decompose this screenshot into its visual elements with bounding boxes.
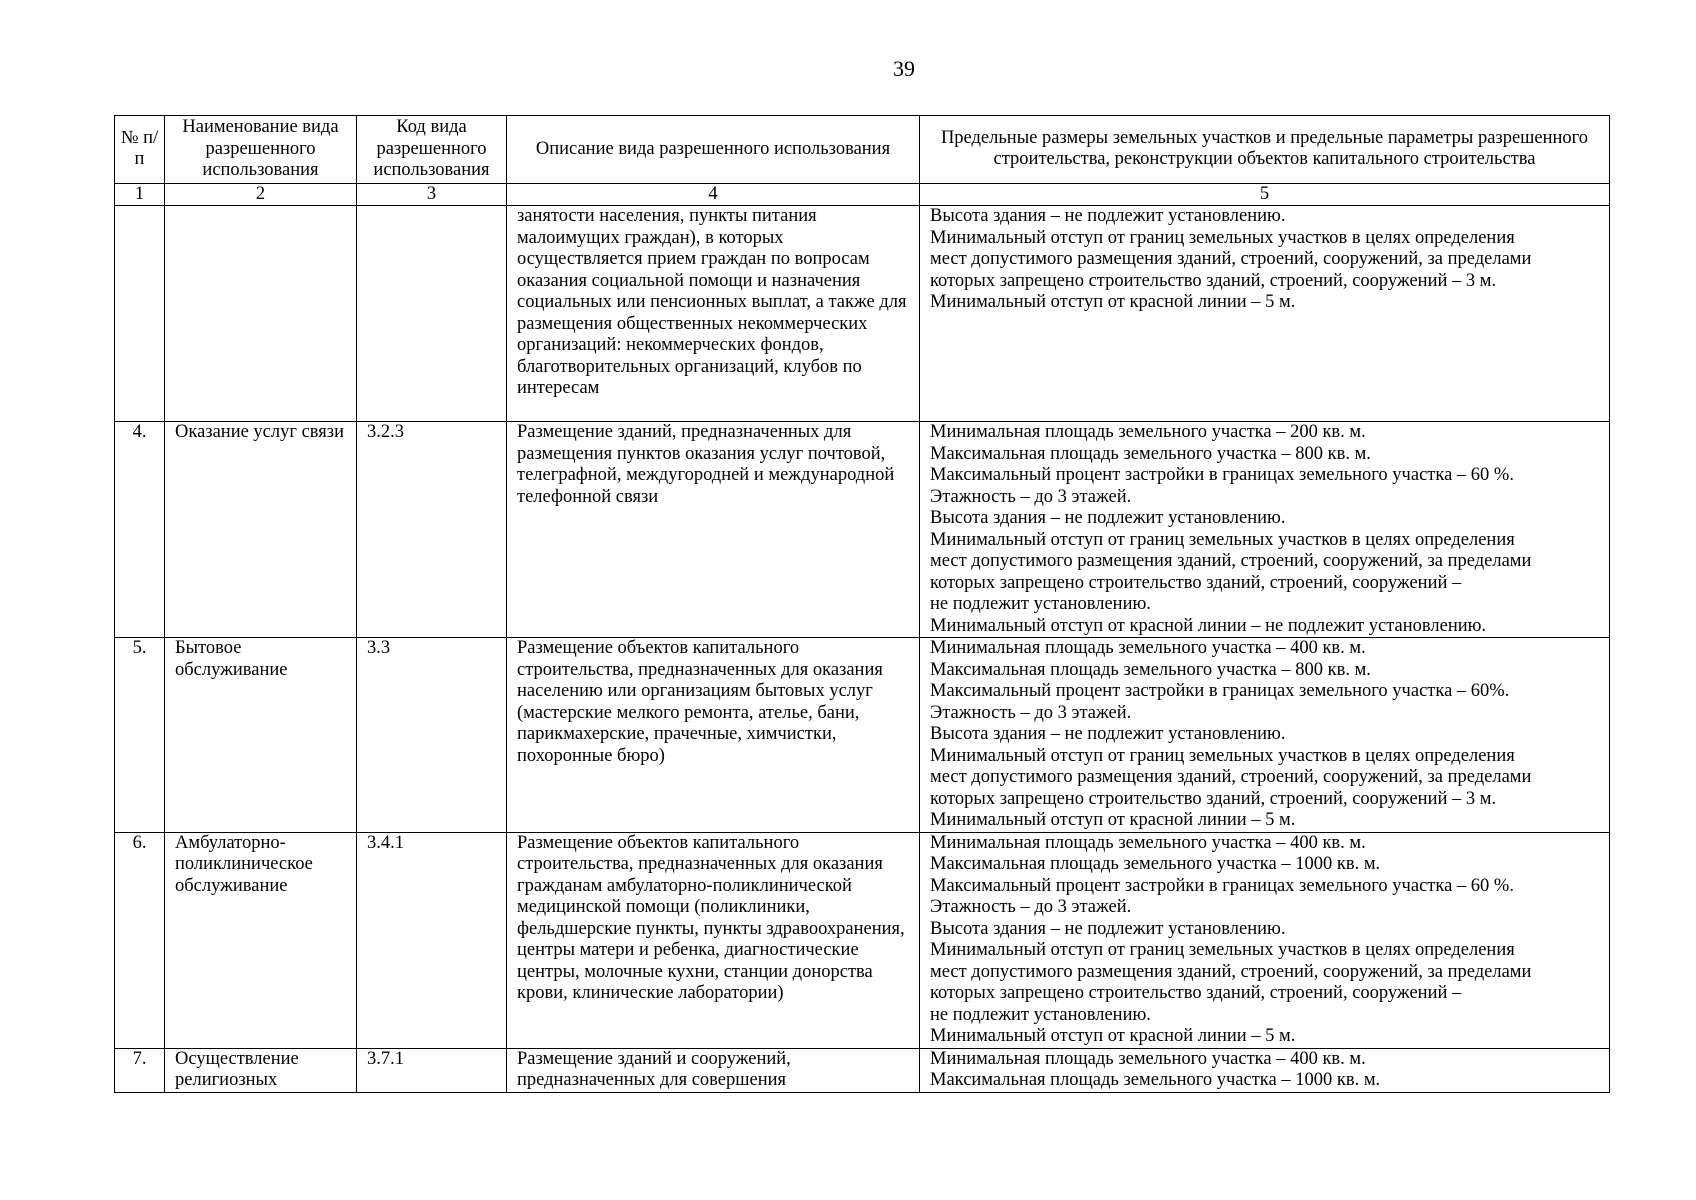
use-parameters: [920, 422, 1610, 638]
use-parameters: [920, 1048, 1610, 1092]
use-parameters: [920, 638, 1610, 833]
column-number: 2: [165, 183, 357, 206]
parameter-line: Максимальная площадь земельного участка – 1000 кв. м.: [930, 1070, 1381, 1090]
table-header-row: [115, 116, 1610, 184]
permitted-use-table: [114, 115, 1610, 1093]
parameter-line: мест допустимого размещения зданий, строений, сооружений, за пределами: [930, 551, 1532, 571]
column-number: 1: [115, 183, 165, 206]
use-description: Размещение зданий и сооружений, предназначенных для совершения: [507, 1048, 920, 1092]
header-use-name: Наименование вида разрешенного использования: [165, 116, 357, 184]
row-number: 4.: [115, 422, 165, 638]
parameter-line: Минимальный отступ от границ земельных участков в целях определения: [930, 940, 1515, 960]
parameter-line: Минимальная площадь земельного участка – 400 кв. м.: [930, 1048, 1366, 1069]
header-use-code: Код вида разрешенного использования: [357, 116, 507, 184]
parameter-line: Минимальный отступ от красной линии – 5 м.: [930, 292, 1296, 312]
use-description: Размещение зданий, предназначенных для размещения пунктов оказания услуг почтовой, телеграфной, междугородней и международной телефонной связи: [507, 422, 920, 638]
parameter-line: Максимальная площадь земельного участка – 800 кв. м.: [930, 659, 1371, 680]
use-name: Бытовое обслуживание: [165, 638, 357, 833]
parameter-line: не подлежит установлению.: [930, 594, 1151, 614]
parameter-line: мест допустимого размещения зданий, строений, сооружений, за пределами: [930, 249, 1532, 269]
parameter-line: Высота здания – не подлежит установлению.: [930, 724, 1286, 744]
parameter-line: которых запрещено строительство зданий, строений, сооружений –: [930, 983, 1462, 1003]
table-row: [115, 422, 1610, 638]
row-number: 6.: [115, 832, 165, 1048]
use-description: Размещение объектов капитального строительства, предназначенных для оказания гражданам амбулаторно-поликлинической медицинской помощи (поликлиники, фельдшерские пункты, пункты здравоохранения, центры матери и ребенка, диагностические центры, молочные кухни, станции донорства крови, клинические лаборатории): [507, 832, 920, 1048]
parameter-line: Высота здания – не подлежит установлению.: [930, 508, 1286, 528]
parameter-line: Минимальная площадь земельного участка – 200 кв. м.: [930, 422, 1366, 442]
column-number: 4: [507, 183, 920, 206]
parameter-line: мест допустимого размещения зданий, строений, сооружений, за пределами: [930, 961, 1532, 982]
parameter-line: Минимальный отступ от границ земельных участков в целях определения: [930, 529, 1515, 550]
column-number-row: [115, 183, 1610, 206]
parameter-line: Этажность – до 3 этажей.: [930, 702, 1132, 723]
row-number: [115, 206, 165, 422]
parameter-line: которых запрещено строительство зданий, строений, сооружений – 3 м.: [930, 270, 1497, 291]
parameter-line: Минимальная площадь земельного участка – 400 кв. м.: [930, 832, 1366, 853]
use-description: Размещение объектов капитального строительства, предназначенных для оказания населению или организациям бытовых услуг (мастерские мелкого ремонта, ателье, бани, парикмахерские, прачечные, химчистки, похоронные бюро): [507, 638, 920, 833]
use-name: Амбулаторно-поликлиническое обслуживание: [165, 832, 357, 1048]
parameter-line: Максимальная площадь земельного участка – 800 кв. м.: [930, 443, 1371, 464]
row-number: 7.: [115, 1048, 165, 1092]
table-row: [115, 1048, 1610, 1092]
row-number: 5.: [115, 638, 165, 833]
parameter-line: Высота здания – не подлежит установлению.: [930, 206, 1286, 226]
use-code: 3.2.3: [357, 422, 507, 638]
parameter-line: Этажность – до 3 этажей.: [930, 897, 1132, 917]
column-number: 3: [357, 183, 507, 206]
table-row: [115, 638, 1610, 833]
use-parameters: [920, 832, 1610, 1048]
parameter-line: Минимальный отступ от границ земельных участков в целях определения: [930, 227, 1515, 248]
table-row: [115, 832, 1610, 1048]
use-name: [165, 206, 357, 422]
parameter-line: не подлежит установлению.: [930, 1004, 1151, 1025]
parameter-line: которых запрещено строительство зданий, строений, сооружений –: [930, 572, 1462, 593]
parameter-line: Минимальный отступ от красной линии – 5 м.: [930, 1026, 1296, 1046]
parameter-line: Минимальный отступ от красной линии – не подлежит установлению.: [930, 615, 1487, 636]
use-code: 3.7.1: [357, 1048, 507, 1092]
use-description: занятости населения, пункты питания малоимущих граждан), в которых осуществляется прием граждан по вопросам оказания социальной помощи и назначения социальных или пенсионных выплат, а также для размещения общественных некоммерческих организаций: некоммерческих фондов, благотворительных организаций, клубов по интересам: [507, 206, 920, 422]
parameter-line: Этажность – до 3 этажей.: [930, 486, 1132, 507]
header-number: № п/п: [115, 116, 165, 184]
use-code: 3.3: [357, 638, 507, 833]
parameter-line: Максимальный процент застройки в границах земельного участка – 60 %.: [930, 875, 1514, 896]
parameter-line: Максимальный процент застройки в границах земельного участка – 60%.: [930, 681, 1510, 701]
table-row: [115, 206, 1610, 422]
parameter-line: мест допустимого размещения зданий, строений, сооружений, за пределами: [930, 767, 1532, 787]
header-parameters: Предельные размеры земельных участков и предельные параметры разрешенного строительства, реконструкции объектов капитального строительства: [920, 116, 1610, 184]
parameter-line: которых запрещено строительство зданий, строений, сооружений – 3 м.: [930, 788, 1497, 809]
use-code: [357, 206, 507, 422]
use-parameters: [920, 206, 1610, 422]
parameter-line: Максимальный процент застройки в границах земельного участка – 60 %.: [930, 465, 1514, 485]
use-name: Осуществление религиозных: [165, 1048, 357, 1092]
parameter-line: Минимальный отступ от границ земельных участков в целях определения: [930, 745, 1515, 766]
header-use-description: Описание вида разрешенного использования: [507, 116, 920, 184]
column-number: 5: [920, 183, 1610, 206]
use-code: 3.4.1: [357, 832, 507, 1048]
parameter-line: Высота здания – не подлежит установлению.: [930, 918, 1286, 939]
page-number: 39: [893, 56, 915, 81]
parameter-line: Максимальная площадь земельного участка – 1000 кв. м.: [930, 854, 1381, 874]
parameter-line: Минимальный отступ от красной линии – 5 м.: [930, 810, 1296, 830]
parameter-line: Минимальная площадь земельного участка – 400 кв. м.: [930, 638, 1366, 658]
use-name: Оказание услуг связи: [165, 422, 357, 638]
